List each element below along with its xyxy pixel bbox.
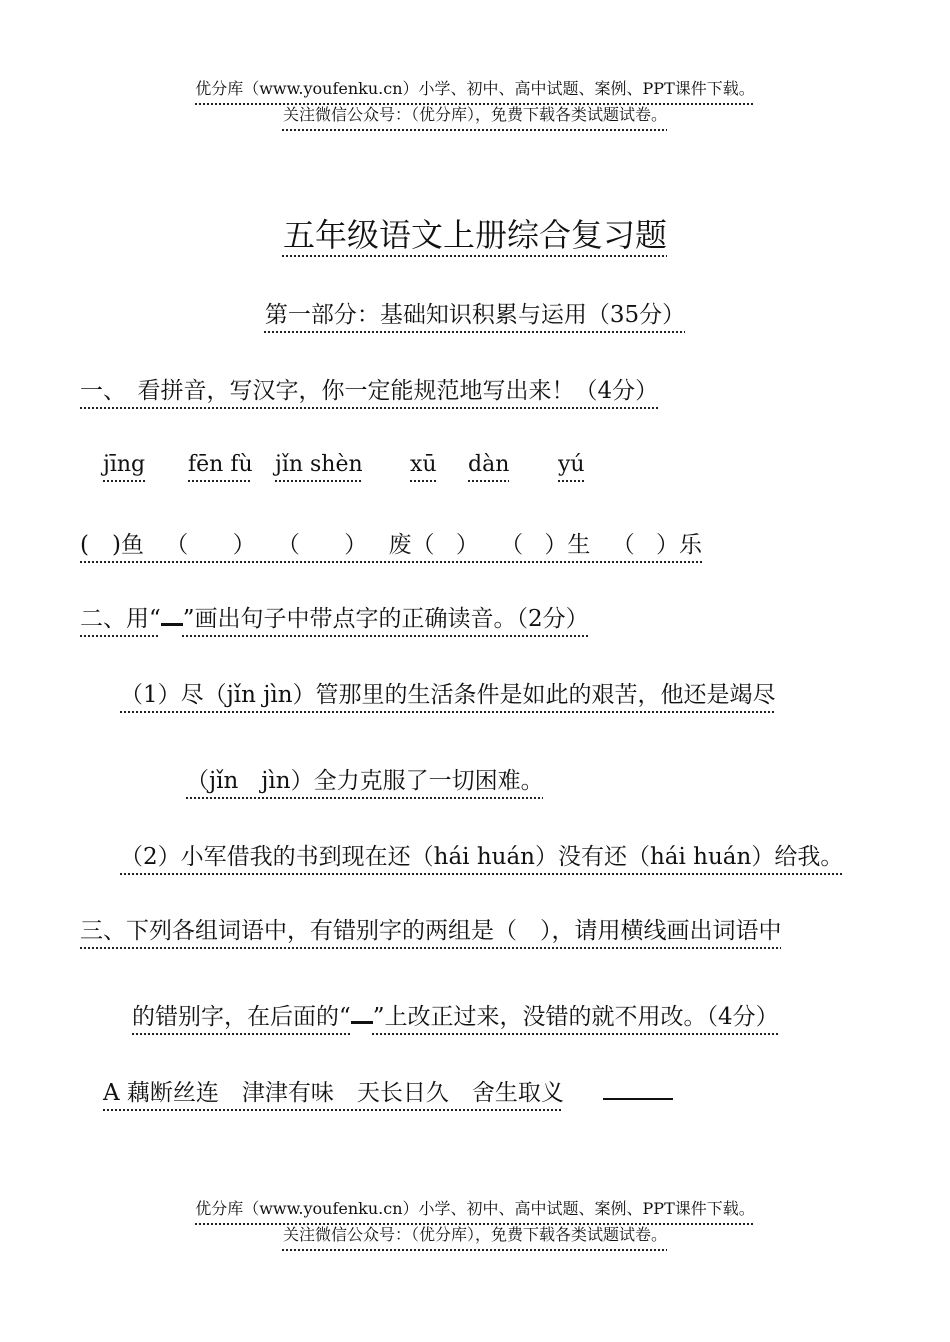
underline-mark bbox=[351, 1003, 373, 1024]
pinyin-item: xū bbox=[410, 452, 437, 477]
option-a-answer-blank[interactable] bbox=[603, 1076, 673, 1100]
part-one-heading: 第一部分：基础知识积累与运用（35分） bbox=[264, 302, 686, 328]
option-a-row bbox=[103, 1074, 673, 1107]
question-2-sentence-1a: （1）尽（jǐn jìn）管那里的生活条件是如此的艰苦，他还是竭尽 bbox=[120, 682, 776, 708]
question-3-line-1: 三、下列各组词语中，有错别字的两组是（ ），请用横线画出词语中 bbox=[80, 918, 782, 944]
question-2-heading bbox=[80, 600, 589, 633]
question-2-heading-start: 二、用“ bbox=[80, 606, 161, 632]
pinyin-item: dàn bbox=[468, 452, 510, 477]
footer-line-1: 优分库（www.youfenku.cn）小学、初中、高中试题、案例、PPT课件下载。 bbox=[195, 1199, 755, 1218]
question-3-line-2-start: 的错别字，在后面的“ bbox=[132, 1004, 351, 1030]
underline-mark bbox=[161, 605, 183, 626]
question-1-heading: 一、 看拼音，写汉字，你一定能规范地写出来！（4分） bbox=[80, 378, 659, 404]
option-a-text: A 藕断丝连 津津有味 天长日久 舍生取义 bbox=[103, 1080, 564, 1106]
question-3-line-2-end: ”上改正过来，没错的就不用改。（4分） bbox=[372, 1004, 779, 1030]
pinyin-item: jīng bbox=[103, 452, 146, 477]
question-3-line-2 bbox=[132, 998, 779, 1031]
footer-line-2: 关注微信公众号：（优分库），免费下载各类试题试卷。 bbox=[282, 1225, 667, 1244]
question-2-sentence-1b: （jǐn jìn）全力克服了一切困难。 bbox=[186, 768, 544, 794]
pinyin-item: jǐn shèn bbox=[275, 452, 363, 477]
header-line-1: 优分库（www.youfenku.cn）小学、初中、高中试题、案例、PPT课件下载。 bbox=[195, 79, 755, 98]
pinyin-item: yú bbox=[558, 452, 585, 477]
question-2-sentence-2: （2）小军借我的书到现在还（hái huán）没有还（hái huán）给我。 bbox=[120, 844, 844, 870]
pinyin-item: fēn fù bbox=[188, 452, 253, 477]
question-1-answer-blanks: ( )鱼 （ ） （ ） 废（ ） （ ）生 （ ）乐 bbox=[80, 532, 703, 558]
page-title: 五年级语文上册综合复习题 bbox=[282, 216, 667, 254]
question-2-heading-end: ”画出句子中带点字的正确读音。（2分） bbox=[182, 606, 589, 632]
header-line-2: 关注微信公众号：（优分库），免费下载各类试题试卷。 bbox=[282, 105, 667, 124]
